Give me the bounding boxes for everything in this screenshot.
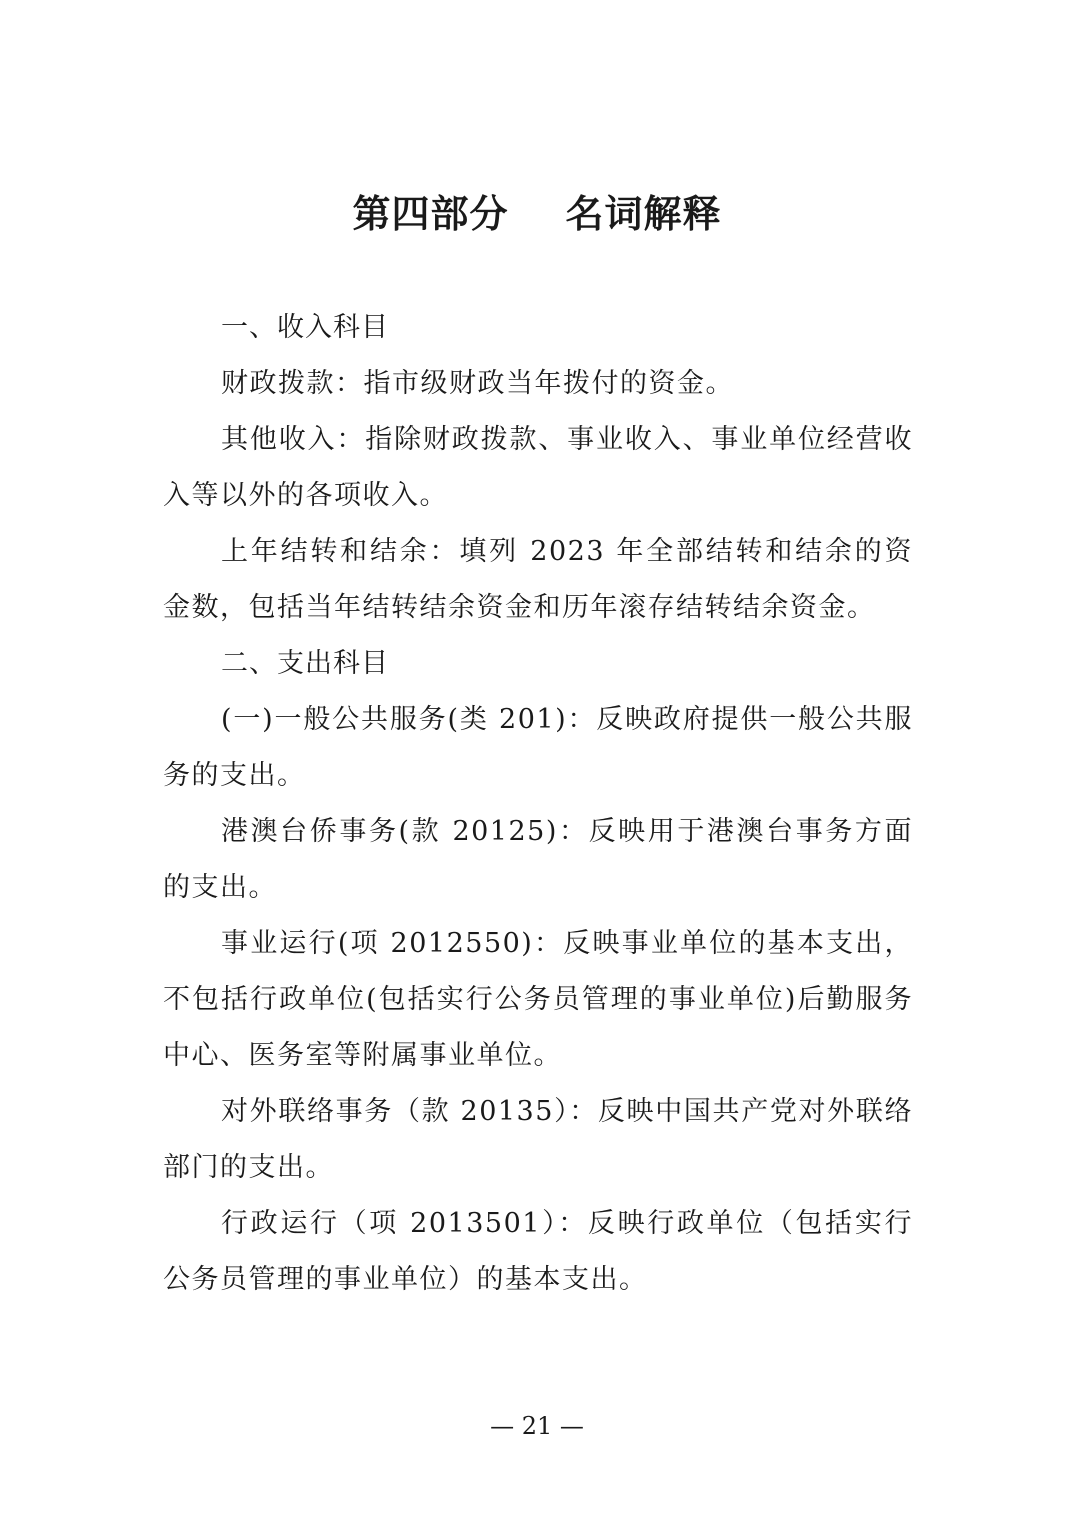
paragraph: 上年结转和结余：填列 2023 年全部结转和结余的资金数，包括当年结转结余资金和历年滚存结转结余资金。 xyxy=(163,536,913,623)
paragraph: 对外联络事务（款 20135）：反映中国共产党对外联络部门的支出。 xyxy=(163,1096,913,1183)
page-title: 第四部分 名词解释 xyxy=(352,192,722,236)
paragraph: 事业运行(项 2012550)：反映事业单位的基本支出，不包括行政单位(包括实行公务员管理的事业单位)后勤服务中心、医务室等附属事业单位。 xyxy=(163,928,913,1071)
paragraph: 行政运行（项 2013501）：反映行政单位（包括实行公务员管理的事业单位）的基本支出。 xyxy=(163,1208,913,1295)
page-number: — 21 — xyxy=(490,1412,584,1440)
paragraph: 其他收入：指除财政拨款、事业收入、事业单位经营收入等以外的各项收入。 xyxy=(163,424,913,511)
section-heading: 一、收入科目 xyxy=(221,312,389,343)
paragraph: 港澳台侨事务(款 20125)：反映用于港澳台事务方面的支出。 xyxy=(163,816,913,903)
paragraph: (一)一般公共服务(类 201)：反映政府提供一般公共服务的支出。 xyxy=(163,704,913,791)
paragraph: 财政拨款：指市级财政当年拨付的资金。 xyxy=(221,368,734,399)
section-expenditure xyxy=(163,636,913,1308)
section-income xyxy=(163,300,913,636)
document-body xyxy=(163,300,913,1308)
section-heading: 二、支出科目 xyxy=(221,648,389,679)
